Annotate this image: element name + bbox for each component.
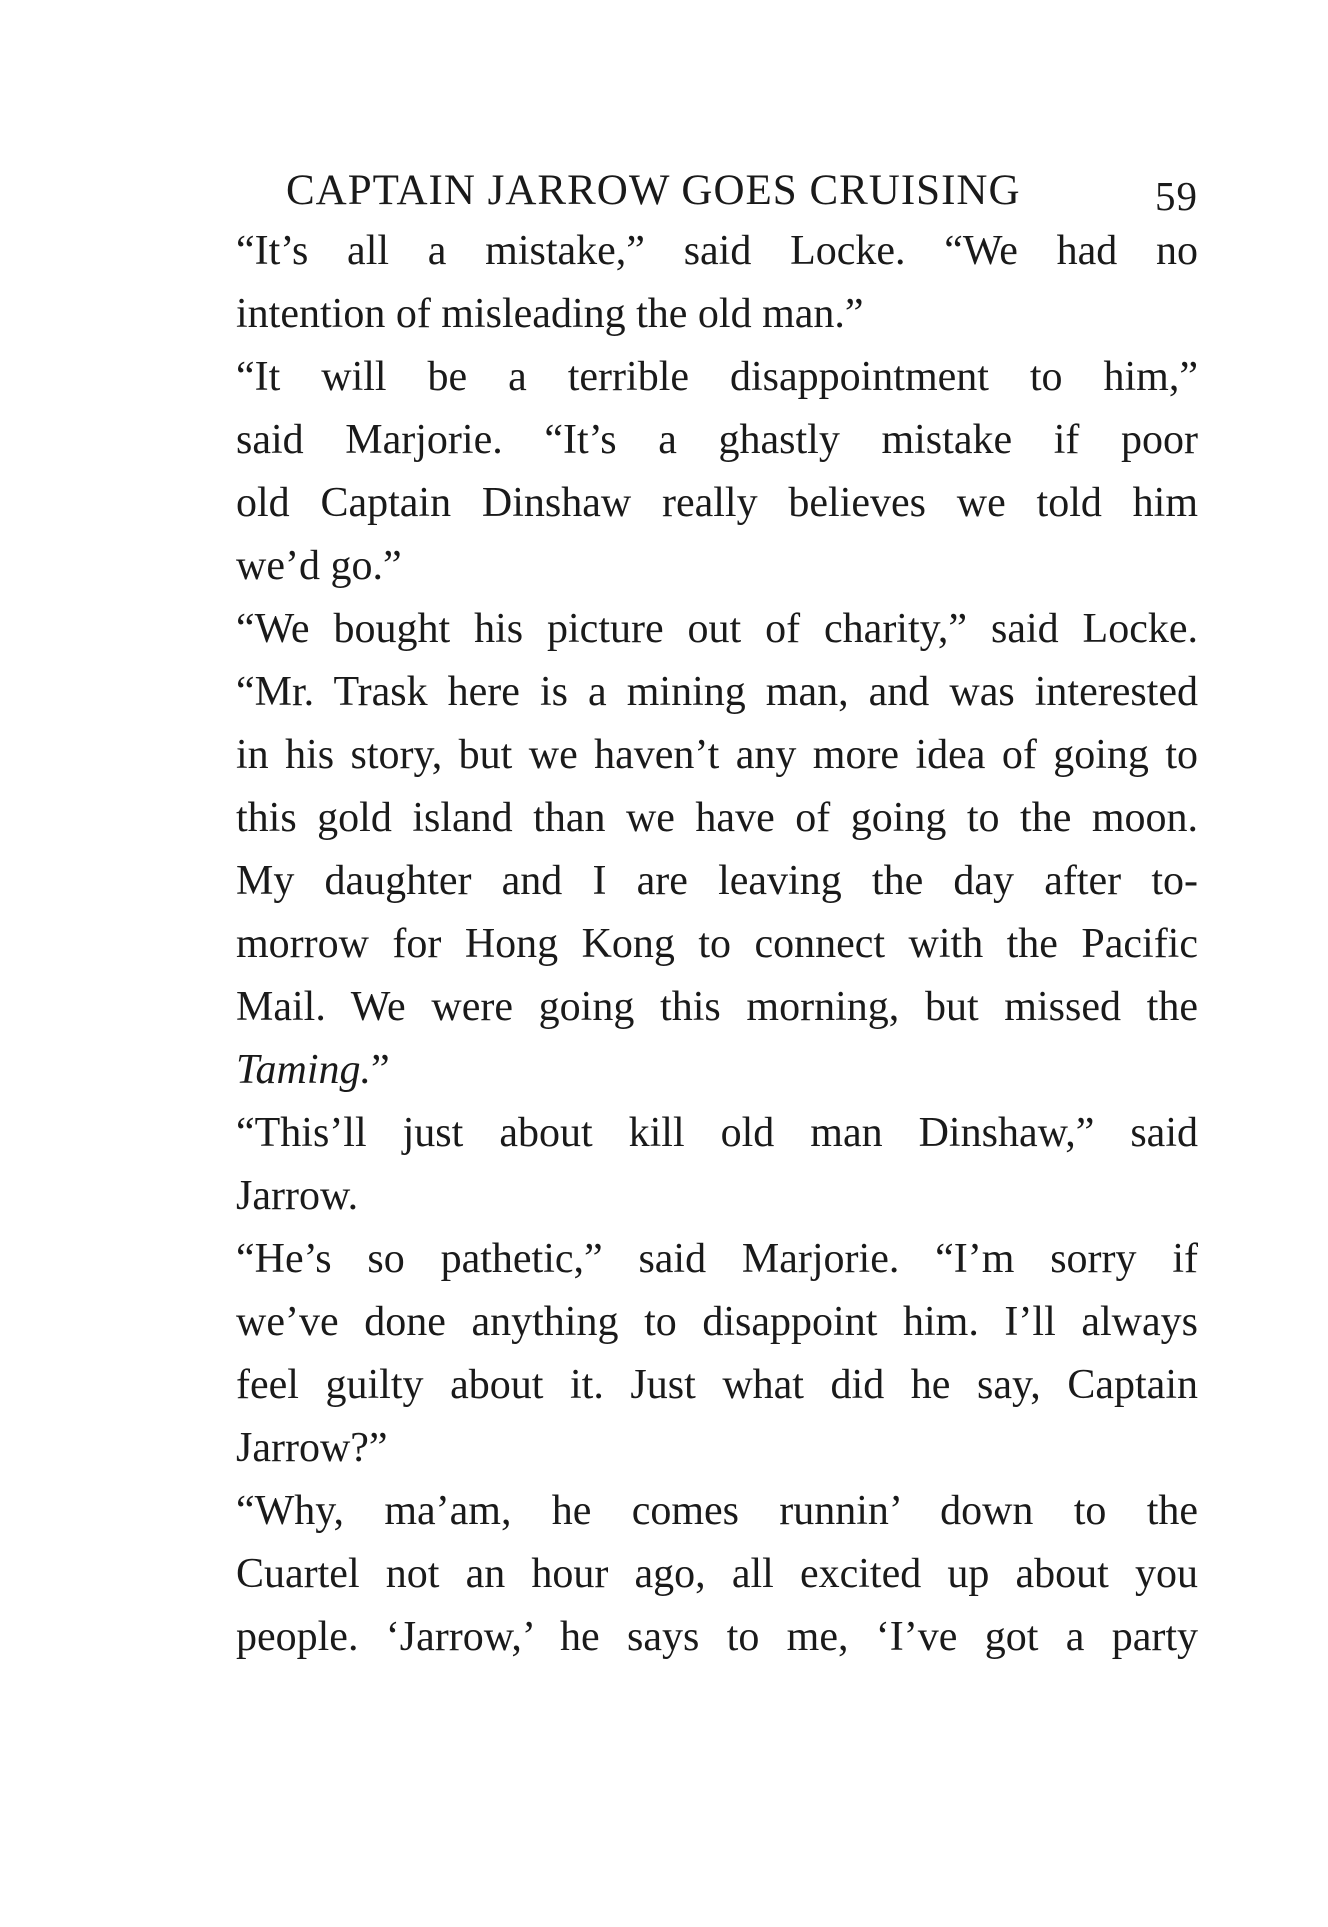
paragraph [198, 220, 1198, 346]
text-line: “We bought his picture out of charity,” said Locke. [236, 606, 1198, 652]
paragraph [198, 1228, 1198, 1480]
text-line: old Captain Dinshaw really believes we told him [236, 480, 1198, 526]
text-line: in his story, but we haven’t any more idea of going to [236, 732, 1198, 778]
body-text [198, 220, 1198, 1669]
text-line: “This’ll just about kill old man Dinshaw,” said [236, 1110, 1198, 1156]
text-line: “Why, ma’am, he comes runnin’ down to the [236, 1488, 1198, 1534]
text-line: Cuartel not an hour ago, all excited up about you [236, 1551, 1198, 1597]
text-line: “It’s all a mistake,” said Locke. “We had no [236, 228, 1198, 274]
text-line: morrow for Hong Kong to connect with the Pacific [236, 921, 1198, 967]
text-line: this gold island than we have of going to the moon. [236, 795, 1198, 841]
page-number: 59 [1155, 173, 1198, 219]
running-title: CAPTAIN JARROW GOES CRUISING [286, 167, 1021, 214]
text-line: we’d go.” [236, 543, 402, 589]
paragraph [198, 598, 1198, 1102]
text-line: “He’s so pathetic,” said Marjorie. “I’m sorry if [236, 1236, 1198, 1282]
text-line: My daughter and I are leaving the day after to- [236, 858, 1198, 904]
text-line [198, 1039, 1198, 1102]
running-head [198, 160, 1198, 220]
paragraph [198, 1102, 1198, 1228]
text-line: Jarrow. [236, 1173, 359, 1219]
text-line: Jarrow?” [236, 1425, 388, 1471]
text-line: people. ‘Jarrow,’ he says to me, ‘I’ve got a party [236, 1614, 1198, 1660]
text-line: “Mr. Trask here is a mining man, and was interested [236, 669, 1198, 715]
text-line: feel guilty about it. Just what did he say, Captain [236, 1362, 1198, 1408]
book-page [198, 160, 1198, 1669]
closing-quote: ” [371, 1047, 390, 1093]
text-line: intention of misleading the old man.” [236, 291, 864, 337]
ship-name: Taming. [236, 1047, 372, 1093]
text-line: “It will be a terrible disappointment to him,” [236, 354, 1198, 400]
paragraph [198, 346, 1198, 598]
paragraph [198, 1480, 1198, 1669]
text-line: said Marjorie. “It’s a ghastly mistake if poor [236, 417, 1198, 463]
text-line: we’ve done anything to disappoint him. I’ll always [236, 1299, 1198, 1345]
text-line: Mail. We were going this morning, but missed the [236, 984, 1198, 1030]
